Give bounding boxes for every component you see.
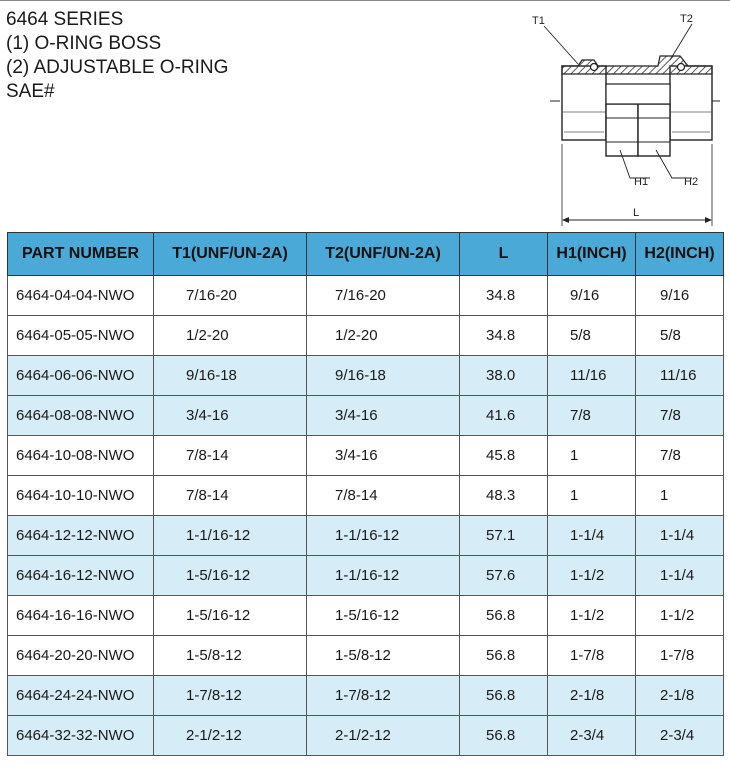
label-t1: T1	[532, 15, 545, 27]
cell-part-number: 6464-06-06-NWO	[8, 356, 154, 396]
label-h2: H2	[684, 176, 699, 188]
col-header-h1: H1(INCH)	[548, 233, 636, 276]
cell-h1: 1-1/4	[548, 516, 636, 556]
series-line-adjustable-o-ring: (2) ADJUSTABLE O-RING	[6, 57, 229, 78]
cell-t1: 2-1/2-12	[154, 716, 307, 756]
cell-t1: 3/4-16	[154, 396, 307, 436]
cell-t1: 1-7/8-12	[154, 676, 307, 716]
hex-h1	[606, 104, 638, 156]
cell-h2: 5/8	[636, 316, 724, 356]
left-body	[562, 66, 606, 140]
col-header-t2: T2(UNF/UN-2A)	[307, 233, 460, 276]
series-description	[6, 8, 228, 104]
cell-t2: 1-1/16-12	[307, 556, 460, 596]
cell-t1: 7/8-14	[154, 436, 307, 476]
cell-part-number: 6464-05-05-NWO	[8, 316, 154, 356]
label-h1: H1	[634, 176, 649, 188]
cell-l: 57.6	[460, 556, 548, 596]
cell-part-number: 6464-32-32-NWO	[8, 716, 154, 756]
cell-t2: 3/4-16	[307, 436, 460, 476]
cell-part-number: 6464-08-08-NWO	[8, 396, 154, 436]
cell-l: 57.1	[460, 516, 548, 556]
series-line-sae: SAE#	[6, 81, 55, 102]
cell-h2: 1-1/4	[636, 516, 724, 556]
cell-h2: 2-3/4	[636, 716, 724, 756]
cell-t1: 9/16-18	[154, 356, 307, 396]
right-body	[670, 66, 712, 140]
cell-l: 34.8	[460, 276, 548, 316]
col-header-part-number: PART NUMBER	[8, 233, 154, 276]
cell-l: 48.3	[460, 476, 548, 516]
cell-t1: 7/16-20	[154, 276, 307, 316]
cell-h2: 2-1/8	[636, 676, 724, 716]
cell-l: 56.8	[460, 596, 548, 636]
col-header-t1: T1(UNF/UN-2A)	[154, 233, 307, 276]
cell-t2: 1-5/8-12	[307, 636, 460, 676]
cell-h1: 2-3/4	[548, 716, 636, 756]
cell-h2: 1-7/8	[636, 636, 724, 676]
cell-h1: 1-1/2	[548, 556, 636, 596]
fitting-diagram	[520, 4, 730, 229]
cell-h1: 9/16	[548, 276, 636, 316]
cell-l: 41.6	[460, 396, 548, 436]
table-row	[8, 356, 724, 396]
cell-part-number: 6464-10-10-NWO	[8, 476, 154, 516]
table-row	[8, 556, 724, 596]
cell-t1: 1-5/16-12	[154, 556, 307, 596]
cell-t2: 9/16-18	[307, 356, 460, 396]
cell-part-number: 6464-16-12-NWO	[8, 556, 154, 596]
table-row	[8, 276, 724, 316]
cell-h1: 1	[548, 476, 636, 516]
cell-t2: 1-1/16-12	[307, 516, 460, 556]
cell-h2: 1-1/4	[636, 556, 724, 596]
cell-t2: 1-7/8-12	[307, 676, 460, 716]
cell-t2: 3/4-16	[307, 396, 460, 436]
col-header-h2: H2(INCH)	[636, 233, 724, 276]
cell-l: 45.8	[460, 436, 548, 476]
cell-h1: 1	[548, 436, 636, 476]
table-body	[8, 276, 724, 756]
hex-h2	[638, 104, 670, 156]
cell-h2: 11/16	[636, 356, 724, 396]
table-row	[8, 676, 724, 716]
cell-h2: 1-1/2	[636, 596, 724, 636]
cell-l: 38.0	[460, 356, 548, 396]
cell-l: 56.8	[460, 716, 548, 756]
col-header-l: L	[460, 233, 548, 276]
table-row	[8, 476, 724, 516]
cell-h2: 9/16	[636, 276, 724, 316]
cell-h1: 1-1/2	[548, 596, 636, 636]
cell-t2: 7/8-14	[307, 476, 460, 516]
series-line-o-ring-boss: (1) O-RING BOSS	[6, 33, 162, 54]
cell-l: 34.8	[460, 316, 548, 356]
cell-t1: 7/8-14	[154, 476, 307, 516]
cell-part-number: 6464-20-20-NWO	[8, 636, 154, 676]
cell-part-number: 6464-12-12-NWO	[8, 516, 154, 556]
cell-t1: 1-5/16-12	[154, 596, 307, 636]
cell-h1: 1-7/8	[548, 636, 636, 676]
top-rule	[0, 0, 730, 1]
spec-table	[7, 232, 724, 756]
cell-t2: 2-1/2-12	[307, 716, 460, 756]
table-row	[8, 436, 724, 476]
cell-t2: 7/16-20	[307, 276, 460, 316]
cell-t2: 1-5/16-12	[307, 596, 460, 636]
cell-t2: 1/2-20	[307, 316, 460, 356]
cell-t1: 1/2-20	[154, 316, 307, 356]
cell-h1: 2-1/8	[548, 676, 636, 716]
center-bore	[606, 84, 670, 104]
label-l: L	[633, 207, 640, 219]
cell-part-number: 6464-10-08-NWO	[8, 436, 154, 476]
cell-h1: 11/16	[548, 356, 636, 396]
fitting-diagram-svg	[520, 4, 730, 229]
o-ring-left-icon	[591, 64, 598, 71]
o-ring-right-icon	[678, 64, 685, 71]
cell-part-number: 6464-24-24-NWO	[8, 676, 154, 716]
cell-l: 56.8	[460, 676, 548, 716]
table-row	[8, 596, 724, 636]
cell-t1: 1-5/8-12	[154, 636, 307, 676]
table-row	[8, 716, 724, 756]
cell-h2: 7/8	[636, 396, 724, 436]
label-t2: T2	[680, 13, 693, 25]
cell-h2: 7/8	[636, 436, 724, 476]
table-row	[8, 636, 724, 676]
cell-part-number: 6464-16-16-NWO	[8, 596, 154, 636]
cell-h1: 7/8	[548, 396, 636, 436]
cell-h2: 1	[636, 476, 724, 516]
table-row	[8, 516, 724, 556]
cell-t1: 1-1/16-12	[154, 516, 307, 556]
table-header-row	[8, 233, 724, 276]
cell-part-number: 6464-04-04-NWO	[8, 276, 154, 316]
cell-h1: 5/8	[548, 316, 636, 356]
table-row	[8, 316, 724, 356]
sectioned-half	[562, 56, 712, 74]
table-row	[8, 396, 724, 436]
series-title: 6464 SERIES	[6, 9, 124, 30]
cell-l: 56.8	[460, 636, 548, 676]
